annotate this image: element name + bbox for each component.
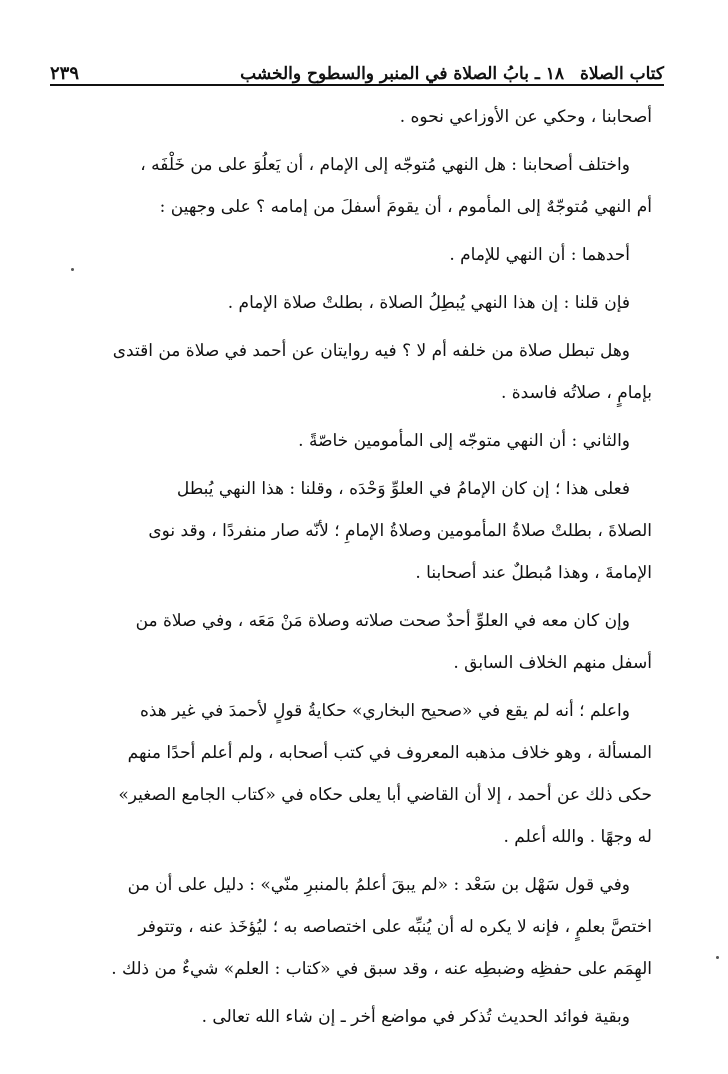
text-line: أم النهي مُتوجّهٌ إلى المأموم ، أن يقومَ أسفلَ من إمامه ؟ على وجهين : — [159, 197, 652, 217]
text-line: الإمامةَ ، وهذا مُبطلٌ عند أصحابنا . — [415, 563, 652, 583]
text-line: الهِمَم على حفظِه وضبطِه عنه ، وقد سبق في «كتاب : العلم» شيءٌ من ذلك . — [111, 959, 652, 979]
book-title: كتاب الصلاة — [579, 64, 664, 84]
text-line: بإمامٍ ، صلاتُه فاسدة . — [500, 383, 652, 403]
text-body — [58, 96, 652, 1038]
text-line: واختلف أصحابنا : هل النهي مُتوجّه إلى الإمام ، أن يَعلُوَ على من خَلْفَه ، — [140, 155, 630, 175]
scan-speck — [71, 268, 74, 271]
text-line: أحدهما : أن النهي للإمام . — [449, 245, 630, 265]
text-line: وبقية فوائد الحديث تُذكر في مواضع أخر ـ إن شاء الله تعالى . — [201, 1007, 630, 1027]
text-line: والثاني : أن النهي متوجّه إلى المأمومين خاصّةً . — [298, 431, 630, 451]
running-title — [230, 64, 664, 84]
text-line: الصلاةَ ، بطلتْ صلاةُ المأمومين وصلاةُ الإمامِ ؛ لأنّه صار منفردًا ، وقد نوى — [148, 521, 652, 541]
text-line: أصحابنا ، وحكي عن الأوزاعي نحوه . — [399, 107, 652, 127]
header-rule — [50, 84, 664, 86]
text-line: له وجهًا . والله أعلم . — [503, 827, 652, 847]
text-line: وإن كان معه في العلوِّ أحدٌ صحت صلاته وصلاة مَنْ مَعَه ، وفي صلاة من — [135, 611, 630, 631]
scan-speck — [716, 956, 719, 959]
text-line: حكى ذلك عن أحمد ، إلا أن القاضي أبا يعلى حكاه في «كتاب الجامع الصغير» — [118, 785, 652, 805]
text-line: وهل تبطل صلاة من خلفه أم لا ؟ فيه روايتان عن أحمد في صلاة من اقتدى — [112, 341, 630, 361]
text-line: اختصَّ بعلمٍ ، فإنه لا يكره له أن يُنبِّه على اختصاصه به ؛ ليُؤخَذ عنه ، وتتوفر — [138, 917, 652, 937]
chapter-title: ١٨ ـ بابُ الصلاة في المنبر والسطوح والخشب — [240, 64, 565, 84]
text-line: وفي قول سَهْل بن سَعْد : «لم يبقَ أعلمُ بالمنبرِ منّي» : دليل على أن من — [127, 875, 630, 895]
text-line: أسفل منهم الخلاف السابق . — [453, 653, 652, 673]
text-line: واعلم ؛ أنه لم يقع في «صحيح البخاري» حكايةُ قولٍ لأحمدَ في غير هذه — [139, 701, 630, 721]
text-line: فإن قلنا : إن هذا النهي يُبطِلُ الصلاة ، بطلتْ صلاة الإمام . — [227, 293, 630, 313]
text-line: المسألة ، وهو خلاف مذهبه المعروف في كتب أصحابه ، ولم أعلم أحدًا منهم — [127, 743, 652, 763]
page-number: ٢٣٩ — [50, 63, 80, 84]
text-line: فعلى هذا ؛ إن كان الإمامُ في العلوِّ وَحْدَه ، وقلنا : هذا النهي يُبطل — [176, 479, 630, 499]
page-header — [50, 52, 664, 84]
